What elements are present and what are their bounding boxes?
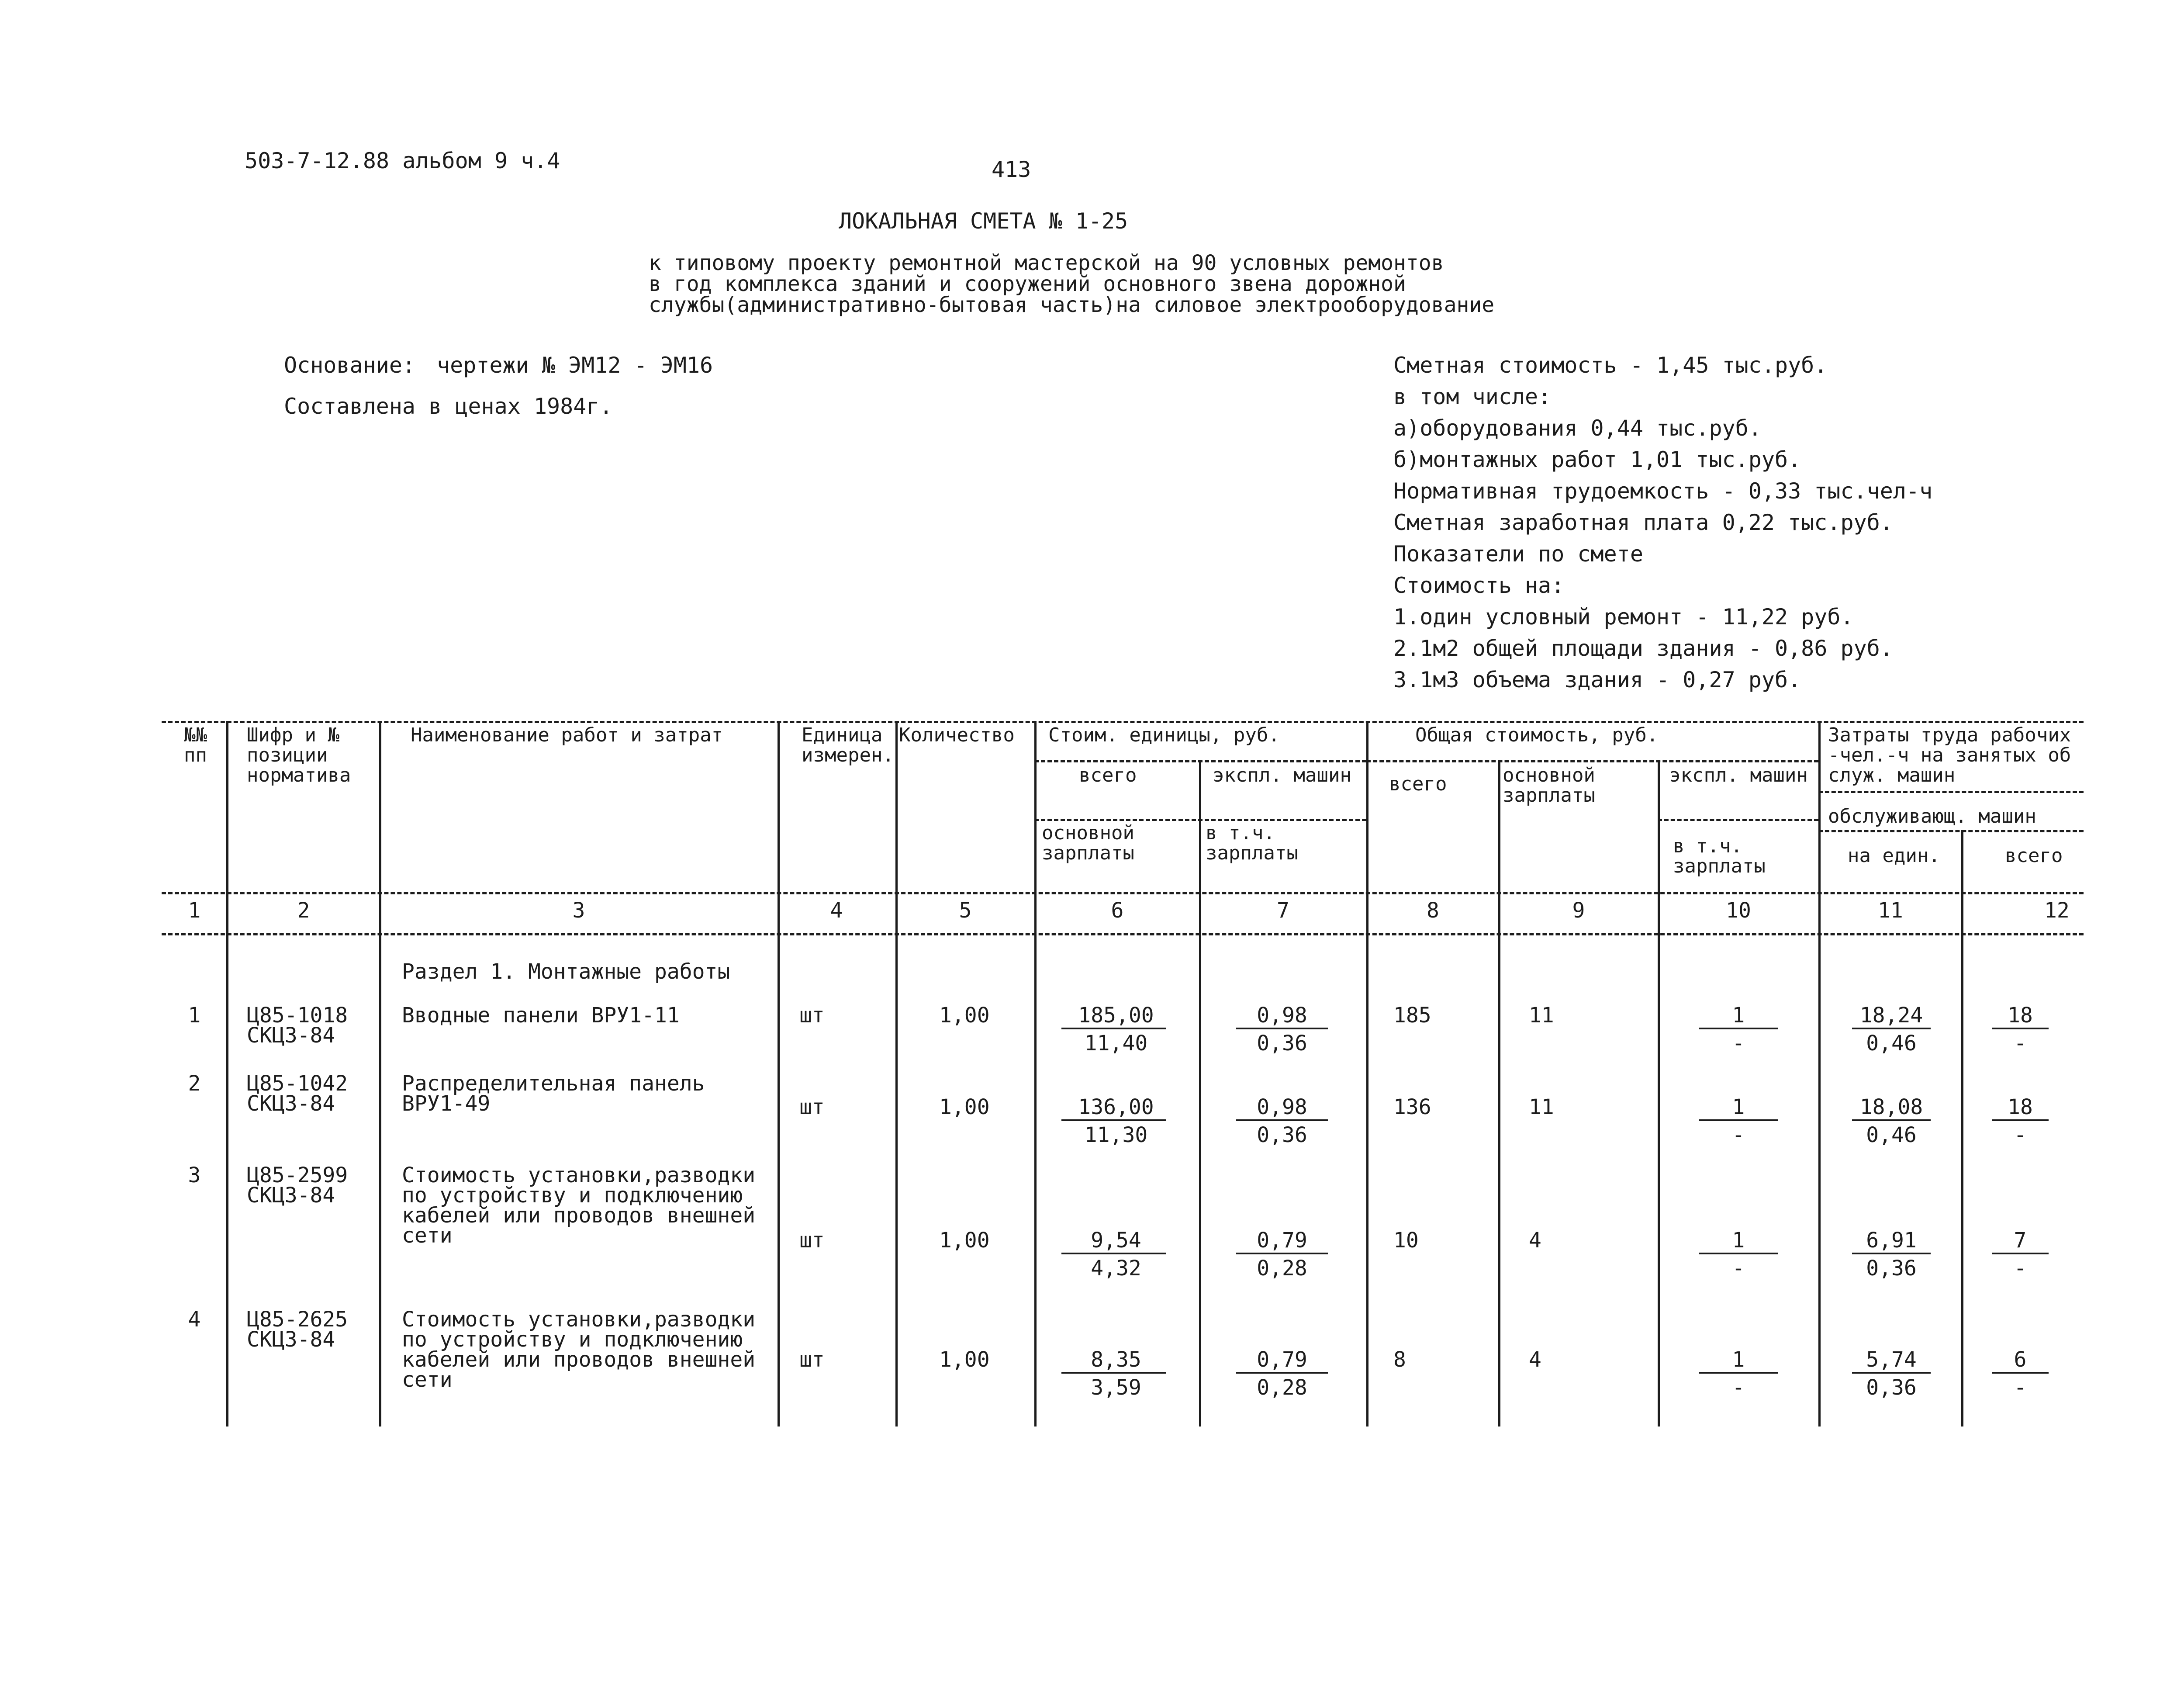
col-header-unit-incl-wage: в т.ч. зарплаты (1206, 822, 1298, 864)
estimate-title: ЛОКАЛЬНАЯ СМЕТА № 1-25 (839, 208, 1128, 234)
table-rule (1199, 760, 1201, 1426)
labor-per-unit-machines: 0,36 (1866, 1256, 1917, 1281)
fraction-bar (1992, 1253, 2049, 1254)
table-rule (1818, 791, 2084, 793)
unit-cost-wage: 4,32 (1091, 1256, 1141, 1281)
total-cost: 8 (1393, 1347, 1406, 1372)
total-machine-cost: 1 (1732, 1347, 1745, 1372)
labor-total-machines: - (2014, 1123, 2027, 1147)
column-number: 3 (572, 898, 585, 923)
table-rule (1366, 760, 1818, 762)
total-machine-wage: - (1732, 1375, 1745, 1400)
fraction-bar (1992, 1028, 2049, 1029)
row-number: 3 (188, 1163, 201, 1188)
col-header-unit-cost: Стоим. единицы, руб. (1048, 724, 1280, 746)
col-header-labor-total: всего (2005, 845, 2063, 867)
total-machine-cost: 1 (1732, 1228, 1745, 1253)
column-number: 7 (1277, 898, 1289, 923)
summary-line: б)монтажных работ 1,01 тыс.руб. (1393, 447, 1801, 472)
total-cost: 10 (1393, 1228, 1419, 1253)
norm-code: Ц85-1018 (247, 1003, 348, 1028)
unit-of-measure: шт (799, 1347, 825, 1372)
unit-cost-wage: 11,40 (1084, 1031, 1148, 1056)
work-name: сети (402, 1368, 453, 1392)
total-wage: 11 (1529, 1095, 1554, 1119)
unit-cost-total: 9,54 (1091, 1228, 1141, 1253)
labor-per-unit-machines: 0,46 (1866, 1031, 1917, 1056)
fraction-bar (1852, 1028, 1931, 1029)
total-machine-wage: - (1732, 1123, 1745, 1147)
labor-total: 7 (2014, 1228, 2027, 1253)
norm-code: Ц85-2599 (247, 1163, 348, 1188)
unit-cost-wage: 3,59 (1091, 1375, 1141, 1400)
col-header-total-incl-wage: в т.ч. зарплаты (1673, 835, 1766, 877)
total-machine-wage: - (1732, 1256, 1745, 1281)
col-header-labor-unit: на един. (1848, 845, 1940, 867)
fraction-bar (1236, 1028, 1328, 1029)
unit-machine-cost: 0,98 (1257, 1095, 1307, 1119)
fraction-bar (1236, 1119, 1328, 1121)
summary-line: а)оборудования 0,44 тыс.руб. (1393, 415, 1762, 441)
summary-line: 2.1м2 общей площади здания - 0,86 руб. (1393, 636, 1893, 661)
table-rule (162, 933, 2084, 935)
column-number: 4 (830, 898, 843, 923)
norm-catalog: СКЦЗ-84 (247, 1023, 335, 1048)
table-rule (1366, 721, 1368, 1426)
summary-line: Стоимость на: (1393, 573, 1565, 598)
unit-cost-total: 8,35 (1091, 1347, 1141, 1372)
summary-line: 3.1м3 объема здания - 0,27 руб. (1393, 667, 1801, 692)
unit-cost-total: 136,00 (1078, 1095, 1154, 1119)
work-name: Вводные панели ВРУ1-11 (402, 1003, 680, 1028)
unit-machine-wage: 0,36 (1257, 1031, 1307, 1056)
work-name: Распределительная панель (402, 1071, 705, 1096)
labor-per-unit: 18,24 (1859, 1003, 1923, 1028)
fraction-bar (1699, 1119, 1778, 1121)
subtitle-line-1: к типовому проекту ремонтной мастерской на 90 условных ремонтов (649, 251, 1444, 275)
unit-of-measure: шт (799, 1228, 825, 1253)
col-header-code: Шифр и № позиции норматива (247, 724, 351, 786)
section-title: Раздел 1. Монтажные работы (402, 959, 730, 984)
col-header-unit-wage: основной зарплаты (1042, 822, 1134, 864)
col-header-unit-machines: экспл. машин (1213, 764, 1351, 786)
table-rule (1658, 819, 1818, 821)
col-header-total-machines: экспл. машин (1669, 764, 1808, 786)
norm-code: Ц85-2625 (247, 1307, 348, 1332)
work-name: Стоимость установки,разводки (402, 1307, 756, 1332)
summary-line: Показатели по смете (1393, 541, 1643, 567)
fraction-bar (1852, 1253, 1931, 1254)
labor-total: 18 (2008, 1003, 2033, 1028)
col-header-unit: Единица измерен. (802, 724, 894, 766)
work-name: кабелей или проводов внешней (402, 1347, 756, 1372)
column-number: 1 (188, 898, 201, 923)
prices-year: Составлена в ценах 1984г. (284, 394, 613, 419)
table-rule (226, 721, 228, 1426)
table-rule (778, 721, 780, 1426)
col-header-total-wage: основной зарплаты (1503, 764, 1595, 807)
work-name: кабелей или проводов внешней (402, 1203, 756, 1228)
unit-machine-wage: 0,28 (1257, 1256, 1307, 1281)
labor-total-machines: - (2014, 1375, 2027, 1400)
table-rule (1034, 721, 1037, 1426)
column-number: 12 (2044, 898, 2070, 923)
fraction-bar (1236, 1253, 1328, 1254)
column-number: 5 (959, 898, 972, 923)
column-number: 9 (1572, 898, 1585, 923)
fraction-bar (1699, 1372, 1778, 1374)
labor-total: 18 (2008, 1095, 2033, 1119)
table-rule (1818, 721, 1821, 1426)
document-reference: 503-7-12.88 альбом 9 ч.4 (245, 148, 560, 173)
fraction-bar (1061, 1253, 1166, 1254)
work-name: ВРУ1-49 (402, 1091, 491, 1116)
fraction-bar (1992, 1372, 2049, 1374)
col-header-total-all: всего (1389, 773, 1447, 795)
labor-per-unit: 5,74 (1866, 1347, 1917, 1372)
col-header-unit-total: всего (1079, 764, 1137, 786)
basis-label: Основание: (284, 353, 416, 378)
total-wage: 4 (1529, 1228, 1541, 1253)
table-rule (1961, 830, 1963, 1426)
page-number: 413 (992, 157, 1031, 182)
fraction-bar (1061, 1119, 1166, 1121)
summary-line: в том числе: (1393, 384, 1552, 409)
labor-per-unit: 6,91 (1866, 1228, 1917, 1253)
total-machine-cost: 1 (1732, 1003, 1745, 1028)
norm-catalog: СКЦЗ-84 (247, 1183, 335, 1208)
summary-line: Нормативная трудоемкость - 0,33 тыс.чел-ч (1393, 478, 1933, 504)
labor-total-machines: - (2014, 1256, 2027, 1281)
fraction-bar (1699, 1028, 1778, 1029)
fraction-bar (1852, 1119, 1931, 1121)
unit-machine-wage: 0,36 (1257, 1123, 1307, 1147)
summary-line: 1.один условный ремонт - 11,22 руб. (1393, 604, 1854, 630)
work-name: по устройству и подключению (402, 1183, 743, 1208)
unit-machine-wage: 0,28 (1257, 1375, 1307, 1400)
norm-catalog: СКЦЗ-84 (247, 1327, 335, 1352)
total-wage: 4 (1529, 1347, 1541, 1372)
quantity: 1,00 (939, 1095, 990, 1119)
row-number: 2 (188, 1071, 201, 1096)
total-machine-wage: - (1732, 1031, 1745, 1056)
column-number: 6 (1111, 898, 1124, 923)
unit-cost-total: 185,00 (1078, 1003, 1154, 1028)
table-rule (1498, 760, 1500, 1426)
total-machine-cost: 1 (1732, 1095, 1745, 1119)
summary-line: Сметная стоимость - 1,45 тыс.руб. (1393, 353, 1828, 378)
unit-cost-wage: 11,30 (1084, 1123, 1148, 1147)
table-rule (1658, 760, 1660, 1426)
quantity: 1,00 (939, 1228, 990, 1253)
labor-total: 6 (2014, 1347, 2027, 1372)
table-rule (162, 892, 2084, 894)
column-number: 10 (1726, 898, 1751, 923)
fraction-bar (1061, 1372, 1166, 1374)
labor-per-unit: 18,08 (1859, 1095, 1923, 1119)
total-wage: 11 (1529, 1003, 1554, 1028)
fraction-bar (1061, 1028, 1166, 1029)
total-cost: 185 (1393, 1003, 1431, 1028)
quantity: 1,00 (939, 1003, 990, 1028)
work-name: по устройству и подключению (402, 1327, 743, 1352)
row-number: 1 (188, 1003, 201, 1028)
column-number: 8 (1427, 898, 1439, 923)
row-number: 4 (188, 1307, 201, 1332)
total-cost: 136 (1393, 1095, 1431, 1119)
quantity: 1,00 (939, 1347, 990, 1372)
unit-machine-cost: 0,79 (1257, 1228, 1307, 1253)
work-name: Стоимость установки,разводки (402, 1163, 756, 1188)
labor-total-machines: - (2014, 1031, 2027, 1056)
col-header-labor: Затраты труда рабочих -чел.-ч на занятых об служ. машин (1828, 724, 2071, 786)
table-rule (379, 721, 381, 1426)
summary-line: Сметная заработная плата 0,22 тыс.руб. (1393, 510, 1893, 535)
subtitle-line-3: службы(административно-бытовая часть)на силовое электрооборудование (649, 293, 1495, 317)
norm-catalog: СКЦЗ-84 (247, 1091, 335, 1116)
table-rule (162, 721, 2084, 723)
col-header-labor-sub: обслуживающ. машин (1828, 805, 2036, 827)
unit-of-measure: шт (799, 1003, 825, 1028)
col-header-quantity: Количество (899, 724, 1015, 746)
col-header-name: Наименование работ и затрат (411, 724, 723, 746)
unit-machine-cost: 0,79 (1257, 1347, 1307, 1372)
column-number: 11 (1878, 898, 1903, 923)
unit-machine-cost: 0,98 (1257, 1003, 1307, 1028)
fraction-bar (1699, 1253, 1778, 1254)
labor-per-unit-machines: 0,36 (1866, 1375, 1917, 1400)
norm-code: Ц85-1042 (247, 1071, 348, 1096)
col-header-number: №№ пп (184, 724, 207, 766)
basis-drawings: чертежи № ЭМ12 - ЭМ16 (437, 353, 713, 378)
fraction-bar (1236, 1372, 1328, 1374)
col-header-total-cost: Общая стоимость, руб. (1415, 724, 1659, 746)
fraction-bar (1852, 1372, 1931, 1374)
unit-of-measure: шт (799, 1095, 825, 1119)
subtitle-line-2: в год комплекса зданий и сооружений основного звена дорожной (649, 272, 1406, 296)
work-name: сети (402, 1223, 453, 1248)
table-rule (1818, 830, 2084, 832)
labor-per-unit-machines: 0,46 (1866, 1123, 1917, 1147)
table-rule (895, 721, 898, 1426)
column-number: 2 (297, 898, 310, 923)
fraction-bar (1992, 1119, 2049, 1121)
